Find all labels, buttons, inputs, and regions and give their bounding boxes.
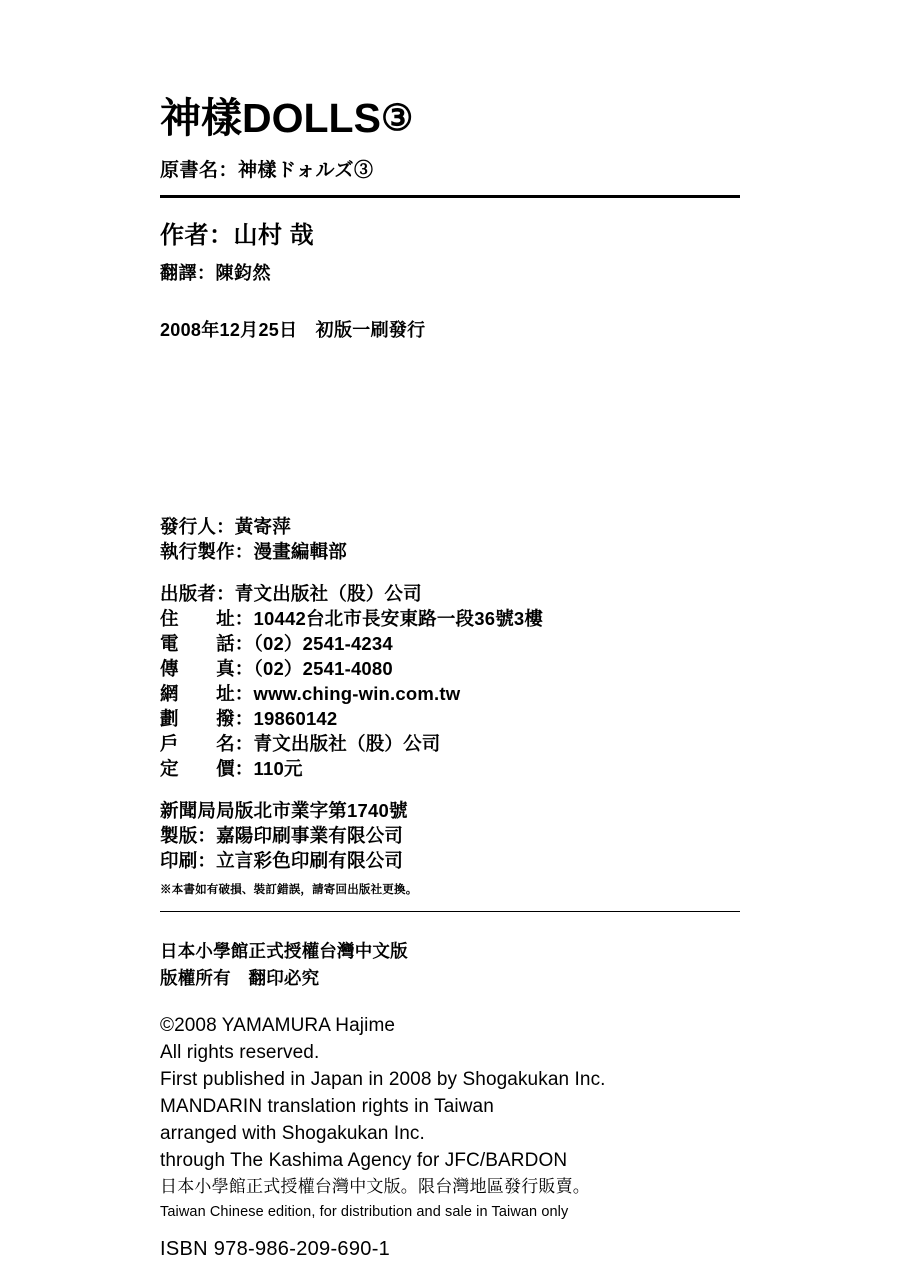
english-rights-line: MANDARIN translation rights in Taiwan xyxy=(160,1096,494,1118)
colophon-content xyxy=(160,0,740,1261)
publisher-detail-line: 定 價：110元 xyxy=(160,758,303,780)
damage-note: ※本書如有破損、裝訂錯誤，請寄回出版社更換。 xyxy=(160,884,418,897)
english-rights-line: All rights reserved. xyxy=(160,1042,320,1064)
spacer xyxy=(160,781,740,798)
title-block xyxy=(160,0,740,342)
publication-date: 2008年12月25日 初版一刷發行 xyxy=(160,320,426,341)
publisher-block xyxy=(160,514,740,897)
license-notice-line: 版權所有 翻印必究 xyxy=(160,968,320,989)
original-title: 原書名：神樣ドォルズ③ xyxy=(160,160,374,182)
license-notice-line: 日本小學館正式授權台灣中文版 xyxy=(160,941,408,962)
publisher-detail-line: 電 話：（02）2541-4234 xyxy=(160,633,393,655)
author: 作者：山村 哉 xyxy=(160,222,315,250)
publisher-detail-line: 出版者：青文出版社（股）公司 xyxy=(160,583,422,605)
book-title-text: 神樣DOLLS xyxy=(160,95,381,141)
registration-line: 製版：嘉陽印刷事業有限公司 xyxy=(160,825,404,847)
taiwan-notice-cjk: 日本小學館正式授權台灣中文版。限台灣地區發行販賣。 xyxy=(160,1177,590,1197)
publisher-line: 執行製作：漫畫編輯部 xyxy=(160,541,348,563)
publisher-detail-line: 戶 名：青文出版社（股）公司 xyxy=(160,733,441,755)
divider-thin xyxy=(160,911,740,912)
registration-line: 新聞局局版北市業字第1740號 xyxy=(160,800,408,822)
translator: 翻譯：陳鈞然 xyxy=(160,263,271,284)
taiwan-notice-en: Taiwan Chinese edition, for distribution and sale in Taiwan only xyxy=(160,1204,569,1221)
publisher-detail-line: 網 址：www.ching-win.com.tw xyxy=(160,683,461,705)
english-rights-block xyxy=(160,1012,740,1261)
publisher-detail-line: 劃 撥：19860142 xyxy=(160,708,338,730)
publisher-line: 發行人：黃寄萍 xyxy=(160,516,291,538)
volume-number: ③ xyxy=(380,97,414,138)
registration-line: 印刷：立言彩色印刷有限公司 xyxy=(160,850,404,872)
divider-thick xyxy=(160,195,740,198)
english-rights-line: through The Kashima Agency for JFC/BARDON xyxy=(160,1150,568,1172)
english-rights-line: First published in Japan in 2008 by Shogakukan Inc. xyxy=(160,1069,606,1091)
publisher-detail-line: 傳 真：（02）2541-4080 xyxy=(160,658,393,680)
english-rights-line: ©2008 YAMAMURA Hajime xyxy=(160,1015,396,1037)
publisher-detail-line: 住 址：10442台北市長安東路一段36號3樓 xyxy=(160,608,544,630)
book-title xyxy=(160,96,740,141)
spacer xyxy=(160,564,740,581)
isbn: ISBN 978-986-209-690-1 xyxy=(160,1238,391,1261)
copyright-block xyxy=(160,938,740,1261)
english-rights-line: arranged with Shogakukan Inc. xyxy=(160,1123,425,1145)
